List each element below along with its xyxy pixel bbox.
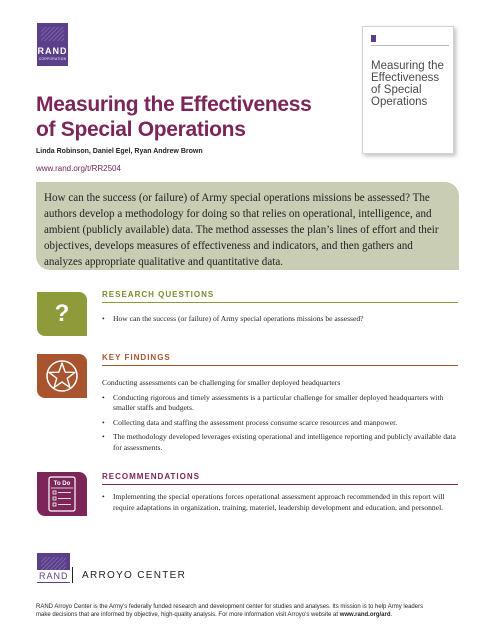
logo-name: RAND	[37, 46, 68, 56]
todo-icon	[37, 472, 87, 516]
list-item: • Conducting rigorous and timely assessments is a particular challenge for smaller deployed headquarters with smaller staffs and budgets.	[102, 393, 458, 414]
list-item: • Collecting data and staffing the assessment process consume scarce resources and manpower.	[102, 418, 458, 429]
star-icon	[37, 354, 87, 398]
footer-divider	[72, 567, 73, 583]
research-questions-heading: RESEARCH QUESTIONS	[102, 290, 458, 303]
research-questions-body	[102, 314, 458, 329]
cover-title: Measuring the Effectiveness of Special Operations	[371, 60, 444, 108]
page-title	[36, 92, 336, 142]
logo-subtitle: CORPORATION	[38, 57, 67, 61]
recommendations-body	[102, 492, 458, 517]
title-line-1: Measuring the Effectiveness	[36, 93, 312, 116]
report-link[interactable]: www.rand.org/t/RR2504	[36, 164, 121, 173]
footer-website-link[interactable]: www.rand.org/ard	[339, 612, 391, 619]
footer-center-name: ARROYO CENTER	[82, 570, 187, 581]
cover-logo-icon	[371, 35, 376, 42]
recommendations-heading: RECOMMENDATIONS	[102, 472, 458, 485]
logo-stripes	[41, 27, 64, 41]
list-item: • How can the success (or failure) of Army special operations missions be assessed?	[102, 314, 458, 325]
list-item: • The methodology developed leverages existing operational and intelligence reporting and publicly available data for assessments.	[102, 432, 458, 453]
question-mark: ?	[54, 300, 70, 327]
footer-logo-text: RAND	[39, 571, 69, 581]
recommendations-list	[102, 492, 458, 513]
key-findings-list	[102, 393, 458, 454]
key-findings-intro: Conducting assessments can be challenging for smaller deployed headquarters	[102, 378, 341, 387]
footer-note-end: .	[390, 612, 393, 619]
cover-rule	[371, 45, 449, 47]
summary-box	[36, 182, 459, 270]
todo-label: To Do	[53, 481, 71, 487]
footer-logo-stripes	[41, 557, 66, 571]
list-item: • Implementing the special operations forces operational assessment approach recommended in this report will require adaptations in organization, training, materiel, leadership development and education, and personnel.	[102, 492, 458, 513]
report-cover-thumbnail[interactable]	[362, 26, 454, 154]
todo-list-svg	[45, 476, 79, 512]
summary-text: How can the success (or failure) of Army special operations missions be assessed? The authors develop a methodology for doing so that relies on operational, intelligence, and ambient (publicly available) data. The method assesses the plan’s lines of effort and their objectives, develops measures of effectiveness and indicators, and then gathers and analyzes appropriate qualitative and quantitative data.	[44, 192, 439, 268]
research-questions-list	[102, 314, 458, 325]
footer-note	[36, 603, 436, 620]
title-line-2: of Special Operations	[36, 118, 246, 141]
question-icon	[37, 292, 87, 336]
rand-logo	[37, 23, 68, 66]
star-icon-svg	[45, 359, 79, 393]
footer-note-text: RAND Arroyo Center is the Army’s federally funded research and development center for studies and analyses. Its mission is to help Army leaders make decisions that are informed by objective, high-quality analysis. For more information visit Arroyo’s website at	[36, 604, 424, 619]
key-findings-body	[102, 378, 458, 457]
key-findings-heading: KEY FINDINGS	[102, 353, 458, 366]
footer-logo-name	[37, 571, 71, 581]
authors: Linda Robinson, Daniel Egel, Ryan Andrew Brown	[36, 148, 203, 155]
